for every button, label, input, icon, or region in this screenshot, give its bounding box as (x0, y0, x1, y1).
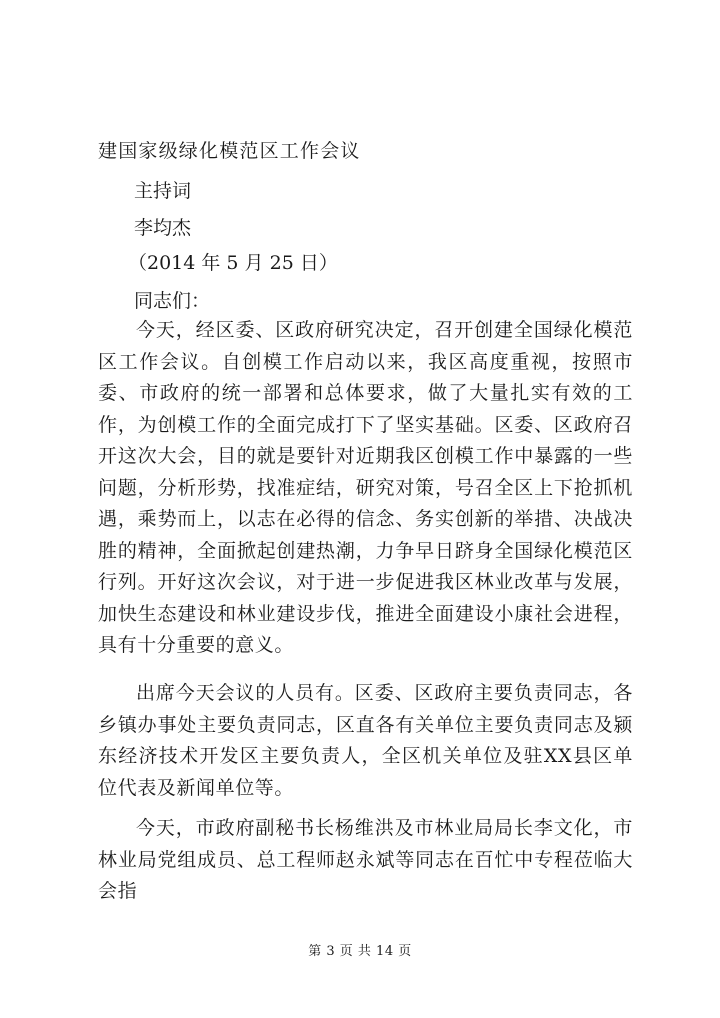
page-number: 第 3 页 共 14 页 (308, 944, 412, 959)
document-subtitle: 主持词 (134, 180, 192, 202)
document-title: 建国家级绿化模范区工作会议 (98, 140, 361, 162)
paragraph-opening: 今天，经区委、区政府研究决定，召开创建全国绿化模范区工作会议。自创模工作启动以来，我区高度重视，按照市委、市政府的统一部署和总体要求，做了大量扎实有效的工作，为创模工作的全面完成打下了坚实基础。区委、区政府召开这次大会，目的就是要针对近期我区创模工作中暴露的一些问题，分析形势，找准症结，研究对策，号召全区上下抢抓机遇，乘势而上，以志在必得的信念、务实创新的举措、决战决胜的精神，全面掀起创建热潮，力争早日跻身全国绿化模范区行列。开好这次会议，对于进一步促进我区林业改革与发展，加快生态建设和林业建设步伐，推进全面建设小康社会进程，具有十分重要的意义。 (98, 319, 633, 656)
paragraph-attendees: 出席今天会议的人员有。区委、区政府主要负责同志，各乡镇办事处主要负责同志，区直各有关单位主要负责同志及颍东经济技术开发区主要负责人，全区机关单位及驻XX县区单位代表及新闻单位等。 (98, 682, 633, 799)
salutation: 同志们： (134, 290, 211, 312)
meeting-date: （2014 年 5 月 25 日） (128, 252, 338, 274)
author-name: 李均杰 (134, 217, 192, 239)
paragraph-guests: 今天，市政府副秘书长杨维洪及市林业局局长李文化，市林业局党组成员、总工程师赵永斌等同志在百忙中专程莅临大会指 (98, 817, 633, 902)
